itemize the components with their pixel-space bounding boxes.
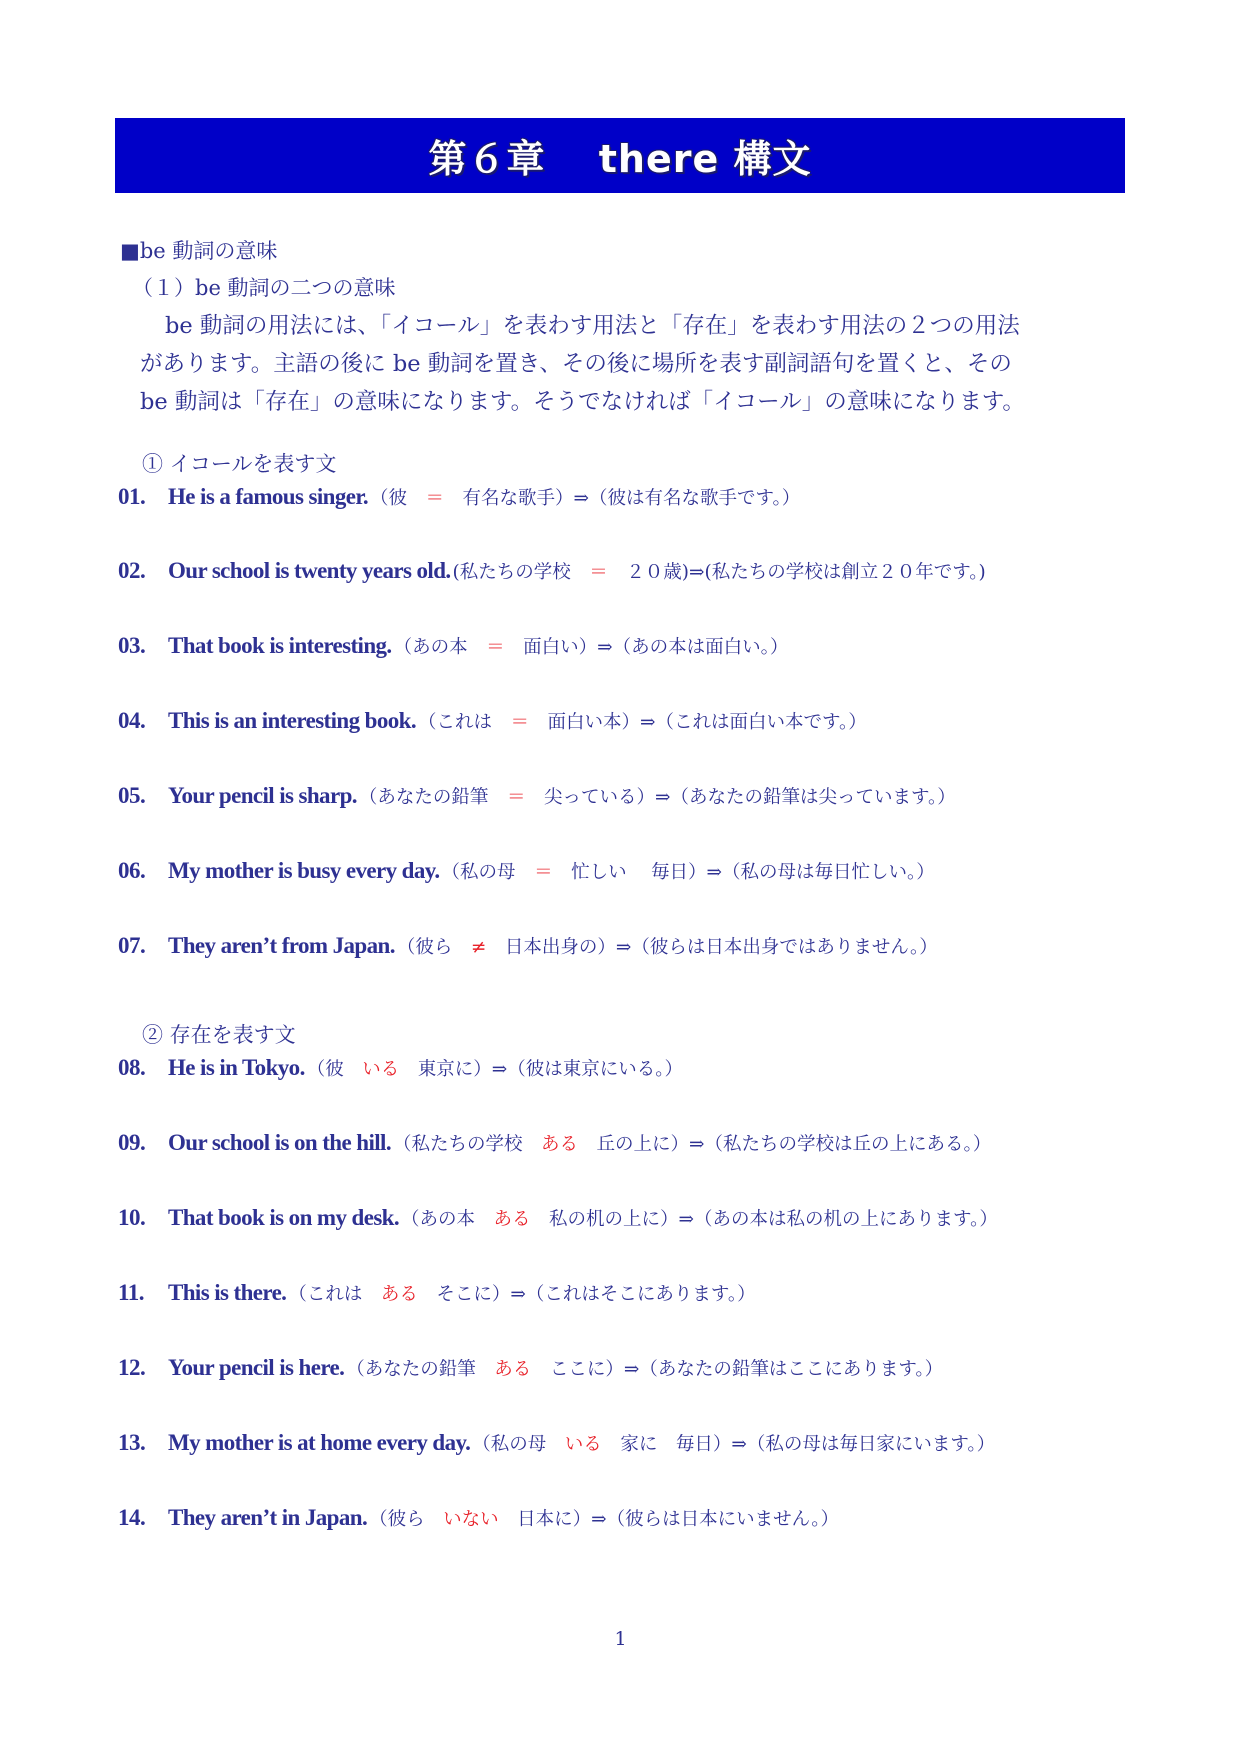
example-number: 09. [118,1130,146,1155]
example-gloss-end: ２０歳)⇒(私たちの学校は創立２０年です。) [607,562,986,583]
example-row [118,1505,839,1531]
example-gloss-start: （あの本 [401,1209,494,1230]
existence-mark: ある [493,1209,531,1230]
example-row [118,484,800,510]
example-number: 03. [118,633,146,658]
example-row [118,1205,998,1231]
example-number: 02. [118,558,146,583]
relation-mark: ＝ [425,488,445,509]
example-number: 14. [118,1505,146,1530]
example-gloss-start: （あなたの鉛筆 [358,787,507,808]
example-number: 13. [118,1430,146,1455]
example-sentence: Your pencil is here. [168,1355,345,1380]
example-row [118,783,956,809]
example-row [118,633,788,659]
example-number: 06. [118,858,146,883]
group-label-existence: ② 存在を表す文 [142,1023,296,1047]
example-row [118,858,935,884]
example-row [118,1130,991,1156]
existence-mark: いる [362,1059,400,1080]
example-gloss-end: 私の机の上に）⇒（あの本は私の机の上にあります。） [530,1209,998,1230]
example-sentence: Our school is on the hill. [168,1130,391,1155]
existence-mark: いる [564,1434,602,1455]
example-gloss-end: 日本出身の）⇒（彼らは日本出身ではありません。） [486,937,938,958]
relation-mark: ＝ [534,862,553,883]
example-sentence: My mother is at home every day. [168,1430,471,1455]
example-number: 08. [118,1055,146,1080]
example-gloss-start: （彼 [306,1059,363,1080]
existence-mark: ある [380,1284,418,1305]
example-row [118,1055,683,1081]
example-row [118,558,986,584]
existence-mark: ある [494,1359,532,1380]
example-number: 11. [118,1280,144,1305]
explanation-paragraph [140,307,1130,421]
example-gloss-start: （彼 [370,488,426,509]
example-number: 04. [118,708,146,733]
existence-mark: ある [541,1134,579,1155]
example-number: 12. [118,1355,146,1380]
example-gloss-end: 尖っている）⇒（あなたの鉛筆は尖っています。） [525,787,956,808]
relation-mark: ＝ [506,787,526,808]
example-gloss-end: 家に 毎日）⇒（私の母は毎日家にいます。） [601,1434,996,1455]
example-gloss-end: 東京に）⇒（彼は東京にいる。） [399,1059,684,1080]
page-number: 1 [614,1628,627,1650]
example-gloss-end: 有名な歌手）⇒（彼は有名な歌手です。） [444,488,801,509]
example-sentence: That book is on my desk. [168,1205,400,1230]
group-label-equal: ① イコールを表す文 [142,452,337,476]
example-row [118,708,867,734]
example-sentence: My mother is busy every day. [168,858,440,883]
paragraph-line: be 動詞は「存在」の意味になります。そうでなければ「イコール」の意味になります。 [140,389,1025,415]
example-sentence: He is a famous singer. [168,484,368,509]
page-title: 第６章 there 構文 [428,137,812,181]
example-gloss-end: 日本に）⇒（彼らは日本にいません。） [498,1509,840,1530]
section-heading: ■be 動詞の意味 [120,239,278,263]
example-number: 10. [118,1205,146,1230]
example-gloss-end: 面白い本）⇒（これは面白い本です。） [529,712,867,733]
existence-mark: いない [443,1509,499,1530]
example-gloss-end: 丘の上に）⇒（私たちの学校は丘の上にある。） [578,1134,992,1155]
example-gloss-start: （あなたの鉛筆 [346,1359,495,1380]
paragraph-line: be 動詞の用法には、「イコール」を表わす用法と「存在」を表わす用法の２つの用法 [165,313,1020,339]
example-sentence: That book is interesting. [168,633,392,658]
relation-mark: ＝ [510,712,530,733]
example-gloss-start: （彼ら [369,1509,444,1530]
example-gloss-end: 面白い）⇒（あの本は面白い。） [504,637,789,658]
example-sentence: Your pencil is sharp. [168,783,357,808]
example-sentence: They aren’t from Japan. [168,933,395,958]
example-gloss-start: （これは [417,712,511,733]
example-gloss-start: （あの本 [393,637,487,658]
example-number: 05. [118,783,146,808]
example-sentence: They aren’t in Japan. [168,1505,368,1530]
example-gloss-end: そこに）⇒（これはそこにあります。） [417,1284,756,1305]
example-row [118,1430,995,1456]
example-gloss-end: 忙しい 毎日）⇒（私の母は毎日忙しい。） [552,862,935,883]
example-sentence: Our school is twenty years old. [168,558,451,583]
example-gloss-start: （私の母 [441,862,535,883]
example-sentence: He is in Tokyo. [168,1055,305,1080]
example-row [118,933,938,959]
example-gloss-start: （彼ら [396,937,471,958]
example-sentence: This is an interesting book. [168,708,416,733]
example-sentence: This is there. [168,1280,287,1305]
example-gloss-start: （私の母 [472,1434,565,1455]
paragraph-line: があります。主語の後に be 動詞を置き、その後に場所を表す副詞語句を置くと、その [140,351,1012,377]
example-number: 01. [118,484,146,509]
sub-heading: （１）be 動詞の二つの意味 [132,276,396,300]
example-number: 07. [118,933,146,958]
relation-mark: ＝ [589,562,608,583]
example-gloss-start: （私たちの学校 [392,1134,541,1155]
example-row [118,1280,756,1306]
example-row [118,1355,943,1381]
example-gloss-start: （これは [288,1284,381,1305]
example-gloss-end: ここに）⇒（あなたの鉛筆はここにあります。） [531,1359,944,1380]
title-banner [115,118,1125,193]
relation-mark: ≠ [470,937,487,958]
example-gloss-start: (私たちの学校 [452,562,590,583]
relation-mark: ＝ [486,637,505,658]
